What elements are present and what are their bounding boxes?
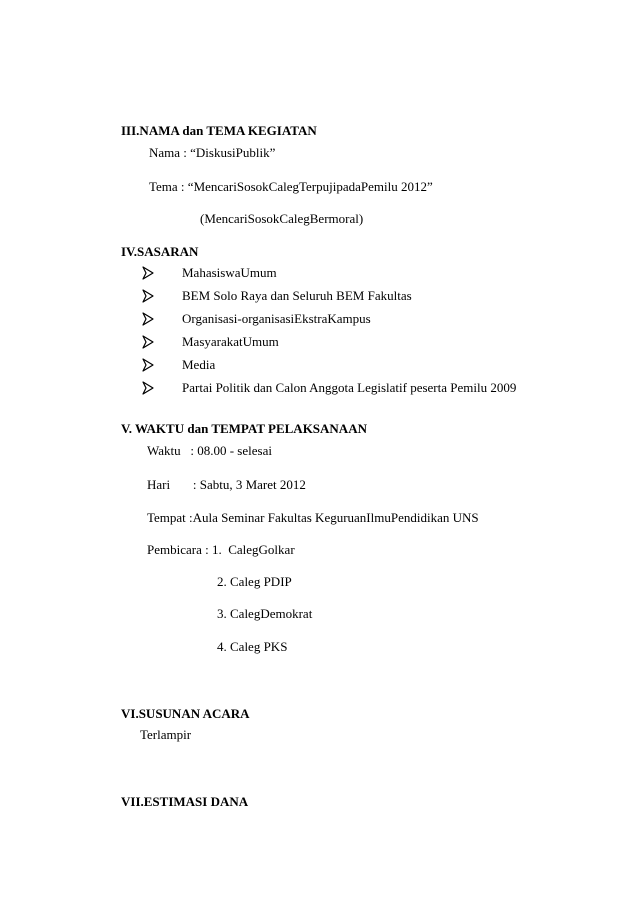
section-4-heading: IV.SASARAN: [121, 244, 199, 259]
section-3-heading: III.NAMA dan TEMA KEGIATAN: [121, 123, 317, 138]
arrowhead-bullet-icon: [142, 335, 154, 349]
sasaran-item: Partai Politik dan Calon Anggota Legislatif peserta Pemilu 2009: [182, 380, 517, 395]
nama-kegiatan: Nama : “DiskusiPublik”: [149, 145, 276, 160]
arrowhead-bullet-icon: [142, 358, 154, 372]
pembicara-item: 4. Caleg PKS: [217, 639, 288, 654]
sasaran-item: Media: [182, 357, 216, 372]
tema-subtitle: (MencariSosokCalegBermoral): [200, 211, 364, 226]
arrowhead-bullet-icon: [142, 266, 154, 280]
pembicara-item: 2. Caleg PDIP: [217, 574, 292, 589]
hari-line: Hari : Sabtu, 3 Maret 2012: [147, 477, 306, 492]
tema-kegiatan: Tema : “MencariSosokCalegTerpujipadaPemilu 2012”: [149, 179, 433, 194]
arrowhead-bullet-icon: [142, 312, 154, 326]
sasaran-item: BEM Solo Raya dan Seluruh BEM Fakultas: [182, 288, 412, 303]
sasaran-item: Organisasi-organisasiEkstraKampus: [182, 311, 371, 326]
arrowhead-bullet-icon: [142, 381, 154, 395]
sasaran-item: MasyarakatUmum: [182, 334, 279, 349]
sasaran-item: MahasiswaUmum: [182, 265, 277, 280]
pembicara-line: Pembicara : 1. CalegGolkar: [147, 542, 295, 557]
section-5-heading: V. WAKTU dan TEMPAT PELAKSANAAN: [121, 421, 367, 436]
arrowhead-bullet-icon: [142, 289, 154, 303]
tempat-line: Tempat :Aula Seminar Fakultas KeguruanIlmuPendidikan UNS: [147, 510, 479, 525]
susunan-acara-body: Terlampir: [140, 727, 192, 742]
section-7-heading: VII.ESTIMASI DANA: [121, 794, 249, 809]
pembicara-item: 3. CalegDemokrat: [217, 606, 313, 621]
section-6-heading: VI.SUSUNAN ACARA: [121, 706, 250, 721]
waktu-line: Waktu : 08.00 - selesai: [147, 443, 272, 458]
